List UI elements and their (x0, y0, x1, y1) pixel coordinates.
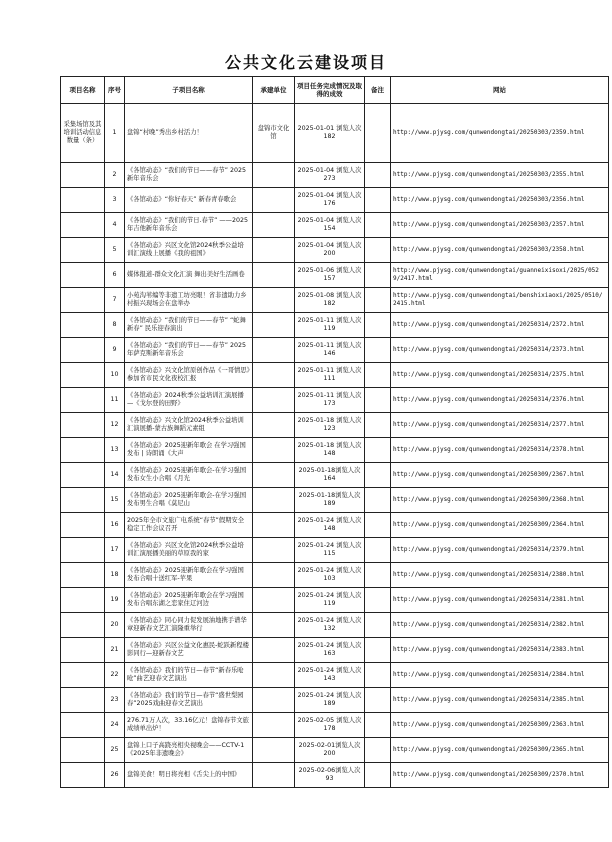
note-cell (365, 513, 391, 538)
url-cell[interactable]: http://www.pjysg.com/qunwendongtai/20250314/2379.html (391, 538, 609, 563)
note-cell (365, 238, 391, 263)
seq-cell: 14 (105, 463, 125, 488)
url-cell[interactable]: http://www.pjysg.com/qunwendongtai/20250303/2356.html (391, 188, 609, 213)
progress-cell: 2025-01-11 浏览人次119 (295, 313, 365, 338)
unit-cell (253, 288, 295, 313)
unit-cell (253, 563, 295, 588)
progress-cell: 2025-01-08 浏览人次182 (295, 288, 365, 313)
progress-cell: 2025-01-18浏览人次189 (295, 488, 365, 513)
sub-cell: 《各馆动态》同心同力促发展油地携手谱华章迎新春文艺汇演隆重举行 (125, 613, 253, 638)
note-cell (365, 188, 391, 213)
project-cell (61, 663, 105, 688)
note-cell (365, 538, 391, 563)
sub-cell: 《各馆动态》2025迎新年歌会-在学习强国发布女生小合唱《月光 (125, 463, 253, 488)
seq-cell: 8 (105, 313, 125, 338)
seq-cell: 4 (105, 213, 125, 238)
sub-cell: 《各馆动态》“我们的节日——春节” 2025年萨克斯新年音乐会 (125, 338, 253, 363)
note-cell (365, 313, 391, 338)
url-cell[interactable]: http://www.pjysg.com/qunwendongtai/20250309/2367.html (391, 463, 609, 488)
unit-cell (253, 688, 295, 713)
note-cell (365, 638, 391, 663)
note-cell (365, 388, 391, 413)
unit-cell (253, 188, 295, 213)
seq-cell: 21 (105, 638, 125, 663)
table-row (61, 413, 609, 438)
seq-cell: 16 (105, 513, 125, 538)
seq-cell: 10 (105, 363, 125, 388)
sub-cell: 盘锦“村晚”秀出乡村活力！ (125, 104, 253, 163)
sub-cell: 盘锦美食！明日将亮相《舌尖上的中国》 (125, 763, 253, 788)
progress-cell: 2025-01-04 浏览人次200 (295, 238, 365, 263)
seq-cell: 24 (105, 713, 125, 738)
project-cell (61, 538, 105, 563)
page-title: 公共文化云建设项目 (224, 53, 387, 72)
header-progress: 项目任务完成情况及取得的成效 (295, 77, 365, 104)
note-cell (365, 263, 391, 288)
seq-cell: 12 (105, 413, 125, 438)
project-cell (61, 263, 105, 288)
note-cell (365, 738, 391, 763)
table-row (61, 188, 609, 213)
progress-cell: 2025-01-24 浏览人次163 (295, 638, 365, 663)
sub-cell: 小苑沟苇编等非遗工坊亮眼！省非遗助力乡村振兴现场会在盘举办 (125, 288, 253, 313)
table-row (61, 104, 609, 163)
note-cell (365, 713, 391, 738)
header-note: 备注 (365, 77, 391, 104)
table-row (61, 738, 609, 763)
unit-cell (253, 313, 295, 338)
header-project: 项目名称 (61, 77, 105, 104)
progress-cell: 2025-01-24 浏览人次143 (295, 663, 365, 688)
sub-cell: 《各馆动态》兴文化馆原创作品《一哥情思》参加省市民文化夜校汇报 (125, 363, 253, 388)
project-cell (61, 438, 105, 463)
unit-cell (253, 338, 295, 363)
table-row (61, 638, 609, 663)
note-cell (365, 763, 391, 788)
project-table (60, 76, 609, 788)
unit-cell (253, 738, 295, 763)
table-row (61, 588, 609, 613)
progress-cell: 2025-02-06浏览人次93 (295, 763, 365, 788)
progress-cell: 2025-02-01浏览人次200 (295, 738, 365, 763)
table-row (61, 163, 609, 188)
sub-cell: 《各馆动态》2025迎新年歌会 在学习强国发布 | 诗朗诵《大声 (125, 438, 253, 463)
table-row (61, 438, 609, 463)
progress-cell: 2025-01-11 浏览人次173 (295, 388, 365, 413)
seq-cell: 17 (105, 538, 125, 563)
unit-cell (253, 213, 295, 238)
note-cell (365, 413, 391, 438)
seq-cell: 13 (105, 438, 125, 463)
project-cell (61, 463, 105, 488)
seq-cell: 22 (105, 663, 125, 688)
unit-cell (253, 438, 295, 463)
url-cell[interactable]: http://www.pjysg.com/qunwendongtai/20250303/2359.html (391, 104, 609, 163)
seq-cell: 11 (105, 388, 125, 413)
progress-cell: 2025-01-11 浏览人次111 (295, 363, 365, 388)
project-cell (61, 763, 105, 788)
progress-cell: 2025-01-06 浏览人次157 (295, 263, 365, 288)
unit-cell (253, 488, 295, 513)
progress-cell: 2025-01-04 浏览人次273 (295, 163, 365, 188)
progress-cell: 2025-01-11 浏览人次146 (295, 338, 365, 363)
sub-cell: 《各馆动态》“你好春天” 新春青春歌会 (125, 188, 253, 213)
progress-cell: 2025-01-01 浏览人次182 (295, 104, 365, 163)
note-cell (365, 338, 391, 363)
url-cell[interactable]: http://www.pjysg.com/qunwendongtai/20250309/2364.html (391, 513, 609, 538)
seq-cell: 15 (105, 488, 125, 513)
sub-cell: 《各馆动态》“我们的节日——春节” “蛇舞新春” 民乐迎春演出 (125, 313, 253, 338)
note-cell (365, 288, 391, 313)
sub-cell: 《各馆动态》2025迎新年歌会在学习强国发布合唱东湖之恋家住辽河边 (125, 588, 253, 613)
unit-cell (253, 463, 295, 488)
progress-cell: 2025-01-04 浏览人次154 (295, 213, 365, 238)
group-label: 采集场馆及其培训活动信息数量（条） (61, 104, 105, 163)
url-cell[interactable]: http://www.pjysg.com/qunwendongtai/20250314/2381.html (391, 588, 609, 613)
unit-cell (253, 613, 295, 638)
seq-cell: 1 (105, 104, 125, 163)
sub-cell: 276.71万人次，33.16亿元！盘锦春节文旅成绩单出炉！ (125, 713, 253, 738)
project-cell (61, 288, 105, 313)
unit-cell (253, 513, 295, 538)
progress-cell: 2025-02-05 浏览人次178 (295, 713, 365, 738)
seq-cell: 20 (105, 613, 125, 638)
sub-cell: 《各馆动态》“我们的节日.春节” ——2025年吉他新年音乐会 (125, 213, 253, 238)
project-cell (61, 413, 105, 438)
note-cell (365, 688, 391, 713)
unit-cell (253, 163, 295, 188)
url-cell[interactable]: http://www.pjysg.com/qunwendongtai/20250309/2365.html (391, 738, 609, 763)
unit-cell (253, 763, 295, 788)
sub-cell: 《各馆动态》2025迎新年歌会-在学习强国发布男生合唱《莫尼山 (125, 488, 253, 513)
project-cell (61, 638, 105, 663)
note-cell (365, 438, 391, 463)
note-cell (365, 488, 391, 513)
url-cell[interactable]: http://www.pjysg.com/qunwendongtai/20250309/2363.html (391, 713, 609, 738)
note-cell (365, 363, 391, 388)
project-cell (61, 313, 105, 338)
seq-cell: 23 (105, 688, 125, 713)
progress-cell: 2025-01-24 浏览人次119 (295, 588, 365, 613)
sub-cell: 《各馆动态》我们的节日—春节“盛世梨园春”2025戏曲迎春文艺演出 (125, 688, 253, 713)
unit-cell: 盘锦市文化馆 (253, 104, 295, 163)
url-cell[interactable]: http://www.pjysg.com/qunwendongtai/20250314/2378.html (391, 438, 609, 463)
table-row (61, 538, 609, 563)
sub-cell: 《各馆动态》我们的节日—春节“新春乐呛呛”曲艺迎春文艺演出 (125, 663, 253, 688)
progress-cell: 2025-01-18 浏览人次123 (295, 413, 365, 438)
unit-cell (253, 713, 295, 738)
table-row (61, 713, 609, 738)
project-cell (61, 738, 105, 763)
unit-cell (253, 238, 295, 263)
seq-cell: 19 (105, 588, 125, 613)
url-cell[interactable]: http://www.pjysg.com/qunwendongtai/guanneixisoxi/2025/0529/2417.html (391, 263, 609, 288)
project-cell (61, 513, 105, 538)
unit-cell (253, 388, 295, 413)
seq-cell: 18 (105, 563, 125, 588)
note-cell (365, 613, 391, 638)
table-row (61, 313, 609, 338)
seq-cell: 3 (105, 188, 125, 213)
table-row (61, 563, 609, 588)
url-cell[interactable]: http://www.pjysg.com/qunwendongtai/20250309/2368.html (391, 488, 609, 513)
note-cell (365, 163, 391, 188)
project-cell (61, 563, 105, 588)
url-cell[interactable]: http://www.pjysg.com/qunwendongtai/20250303/2358.html (391, 238, 609, 263)
seq-cell: 25 (105, 738, 125, 763)
url-cell[interactable]: http://www.pjysg.com/qunwendongtai/20250314/2375.html (391, 363, 609, 388)
progress-cell: 2025-01-18 浏览人次148 (295, 438, 365, 463)
table-row (61, 613, 609, 638)
unit-cell (253, 413, 295, 438)
table-row (61, 488, 609, 513)
table-row (61, 463, 609, 488)
project-cell (61, 388, 105, 413)
table-row (61, 338, 609, 363)
progress-cell: 2025-01-18浏览人次164 (295, 463, 365, 488)
table-row (61, 513, 609, 538)
header-unit: 承建单位 (253, 77, 295, 104)
progress-cell: 2025-01-24 浏览人次132 (295, 613, 365, 638)
url-cell[interactable]: http://www.pjysg.com/qunwendongtai/20250314/2372.html (391, 313, 609, 338)
note-cell (365, 213, 391, 238)
progress-cell: 2025-01-24 浏览人次103 (295, 563, 365, 588)
header-url: 网站 (391, 77, 609, 104)
sub-cell: 盘锦上口子高跷亮相央视晚会——CCTV-1《2025年非遗晚会》 (125, 738, 253, 763)
unit-cell (253, 363, 295, 388)
note-cell (365, 663, 391, 688)
project-cell (61, 613, 105, 638)
url-cell[interactable]: http://www.pjysg.com/qunwendongtai/20250303/2355.html (391, 163, 609, 188)
table-row (61, 363, 609, 388)
seq-cell: 6 (105, 263, 125, 288)
table-row (61, 238, 609, 263)
unit-cell (253, 638, 295, 663)
table-header-row (61, 77, 609, 104)
project-cell (61, 363, 105, 388)
sub-cell: 《各馆动态》兴区文化馆2024秋季公益培训汇演展播美丽的草原我的家 (125, 538, 253, 563)
progress-cell: 2025-01-24 浏览人次189 (295, 688, 365, 713)
url-cell[interactable]: http://www.pjysg.com/qunwendongtai/20250314/2382.html (391, 613, 609, 638)
table-row (61, 263, 609, 288)
sub-cell: 媒体报道-群众文化汇演 舞出美好生活画卷 (125, 263, 253, 288)
url-cell[interactable]: http://www.pjysg.com/qunwendongtai/20250303/2357.html (391, 213, 609, 238)
unit-cell (253, 663, 295, 688)
sub-cell: 《各馆动态》兴区文化馆2024秋季公益培训汇演线上展播《我的祖国》 (125, 238, 253, 263)
project-cell (61, 238, 105, 263)
seq-cell: 5 (105, 238, 125, 263)
url-cell[interactable]: http://www.pjysg.com/qunwendongtai/20250314/2383.html (391, 638, 609, 663)
project-cell (61, 163, 105, 188)
project-cell (61, 588, 105, 613)
project-cell (61, 688, 105, 713)
project-cell (61, 213, 105, 238)
url-cell[interactable]: http://www.pjysg.com/qunwendongtai/benshixiaoxi/2025/0510/2415.html (391, 288, 609, 313)
table-row (61, 663, 609, 688)
header-seq: 序号 (105, 77, 125, 104)
url-cell[interactable]: http://www.pjysg.com/qunwendongtai/20250314/2380.html (391, 563, 609, 588)
sub-cell: 2025年全市文旅广电系统“春节”假期安全稳定工作会议召开 (125, 513, 253, 538)
unit-cell (253, 263, 295, 288)
url-cell[interactable]: http://www.pjysg.com/qunwendongtai/20250314/2384.html (391, 663, 609, 688)
project-cell (61, 488, 105, 513)
sub-cell: 《各馆动态》2025迎新年歌会在学习强国发布合唱十送红军-苹果 (125, 563, 253, 588)
header-sub: 子项目名称 (125, 77, 253, 104)
project-cell (61, 713, 105, 738)
table-row (61, 388, 609, 413)
url-cell[interactable]: http://www.pjysg.com/qunwendongtai/20250314/2385.html (391, 688, 609, 713)
url-cell[interactable]: http://www.pjysg.com/qunwendongtai/20250314/2377.html (391, 413, 609, 438)
sub-cell: 《各馆动态》兴区公益文化惠民-蛇跃新程楼影同行—迎新春文艺 (125, 638, 253, 663)
progress-cell: 2025-01-24 浏览人次115 (295, 538, 365, 563)
note-cell (365, 104, 391, 163)
url-cell[interactable]: http://www.pjysg.com/qunwendongtai/20250309/2370.html (391, 763, 609, 788)
seq-cell: 2 (105, 163, 125, 188)
table-row (61, 213, 609, 238)
project-cell (61, 188, 105, 213)
project-cell (61, 338, 105, 363)
progress-cell: 2025-01-04 浏览人次176 (295, 188, 365, 213)
sub-cell: 《各馆动态》2024秋季公益培训汇演展播 —《戈尔登的田野》 (125, 388, 253, 413)
unit-cell (253, 588, 295, 613)
table-row (61, 763, 609, 788)
sub-cell: 《各馆动态》“我们的节日——春节” 2025新年音乐会 (125, 163, 253, 188)
note-cell (365, 563, 391, 588)
url-cell[interactable]: http://www.pjysg.com/qunwendongtai/20250314/2373.html (391, 338, 609, 363)
url-cell[interactable]: http://www.pjysg.com/qunwendongtai/20250314/2376.html (391, 388, 609, 413)
table-row (61, 288, 609, 313)
seq-cell: 26 (105, 763, 125, 788)
sub-cell: 《各馆动态》兴文化馆2024秋季公益培训汇演展播-蒙古族舞蹈元素组 (125, 413, 253, 438)
seq-cell: 7 (105, 288, 125, 313)
unit-cell (253, 538, 295, 563)
progress-cell: 2025-01-24 浏览人次148 (295, 513, 365, 538)
note-cell (365, 588, 391, 613)
table-row (61, 688, 609, 713)
note-cell (365, 463, 391, 488)
seq-cell: 9 (105, 338, 125, 363)
